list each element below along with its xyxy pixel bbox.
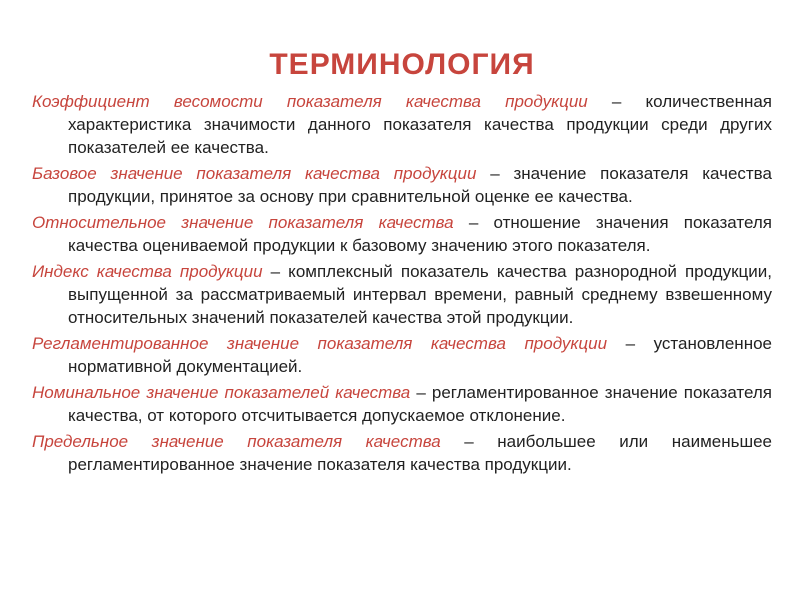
definition-item [32,430,772,476]
definition-text: – регламентированное значение показателя качества, от которого отсчитывается допускаемое отклонение. [68,383,773,425]
definitions-list [32,90,772,476]
definition-term: Номинальное значение показателей качества [32,383,411,402]
definition-term: Базовое значение показателя качества продукции [32,164,477,183]
definition-term: Регламентированное значение показателя качества продукции [32,334,608,353]
definition-item [32,260,772,329]
definition-text: – количественная характеристика значимости данного показателя качества продукции среди других показателей ее качества. [68,92,773,157]
definition-term: Коэффициент весомости показателя качества продукции [32,92,588,111]
definition-term: Предельное значение показателя качества [32,432,441,451]
definition-term: Индекс качества продукции [32,262,263,281]
definition-item [32,332,772,378]
definition-item [32,90,772,159]
definition-term: Относительное значение показателя качества [32,213,454,232]
definition-text: – установленное нормативной документацией. [68,334,772,376]
definition-text: – наибольшее или наименьшее регламентированное значение показателя качества продукции. [68,432,773,474]
definition-item [32,162,772,208]
slide-title: ТЕРМИНОЛОГИЯ [269,48,535,81]
definition-item [32,381,772,427]
definition-text: – комплексный показатель качества разнородной продукции, выпущенной за рассматриваемый интервал времени, равный среднему взвешенному относительных значений показателей качества этой продукции. [68,262,772,327]
definition-text: – отношение значения показателя качества оцениваемой продукции к базовому значению этого показателя. [68,213,772,255]
definition-text: – значение показателя качества продукции, принятое за основу при сравнительной оценке ее качества. [68,164,772,206]
definition-item [32,211,772,257]
